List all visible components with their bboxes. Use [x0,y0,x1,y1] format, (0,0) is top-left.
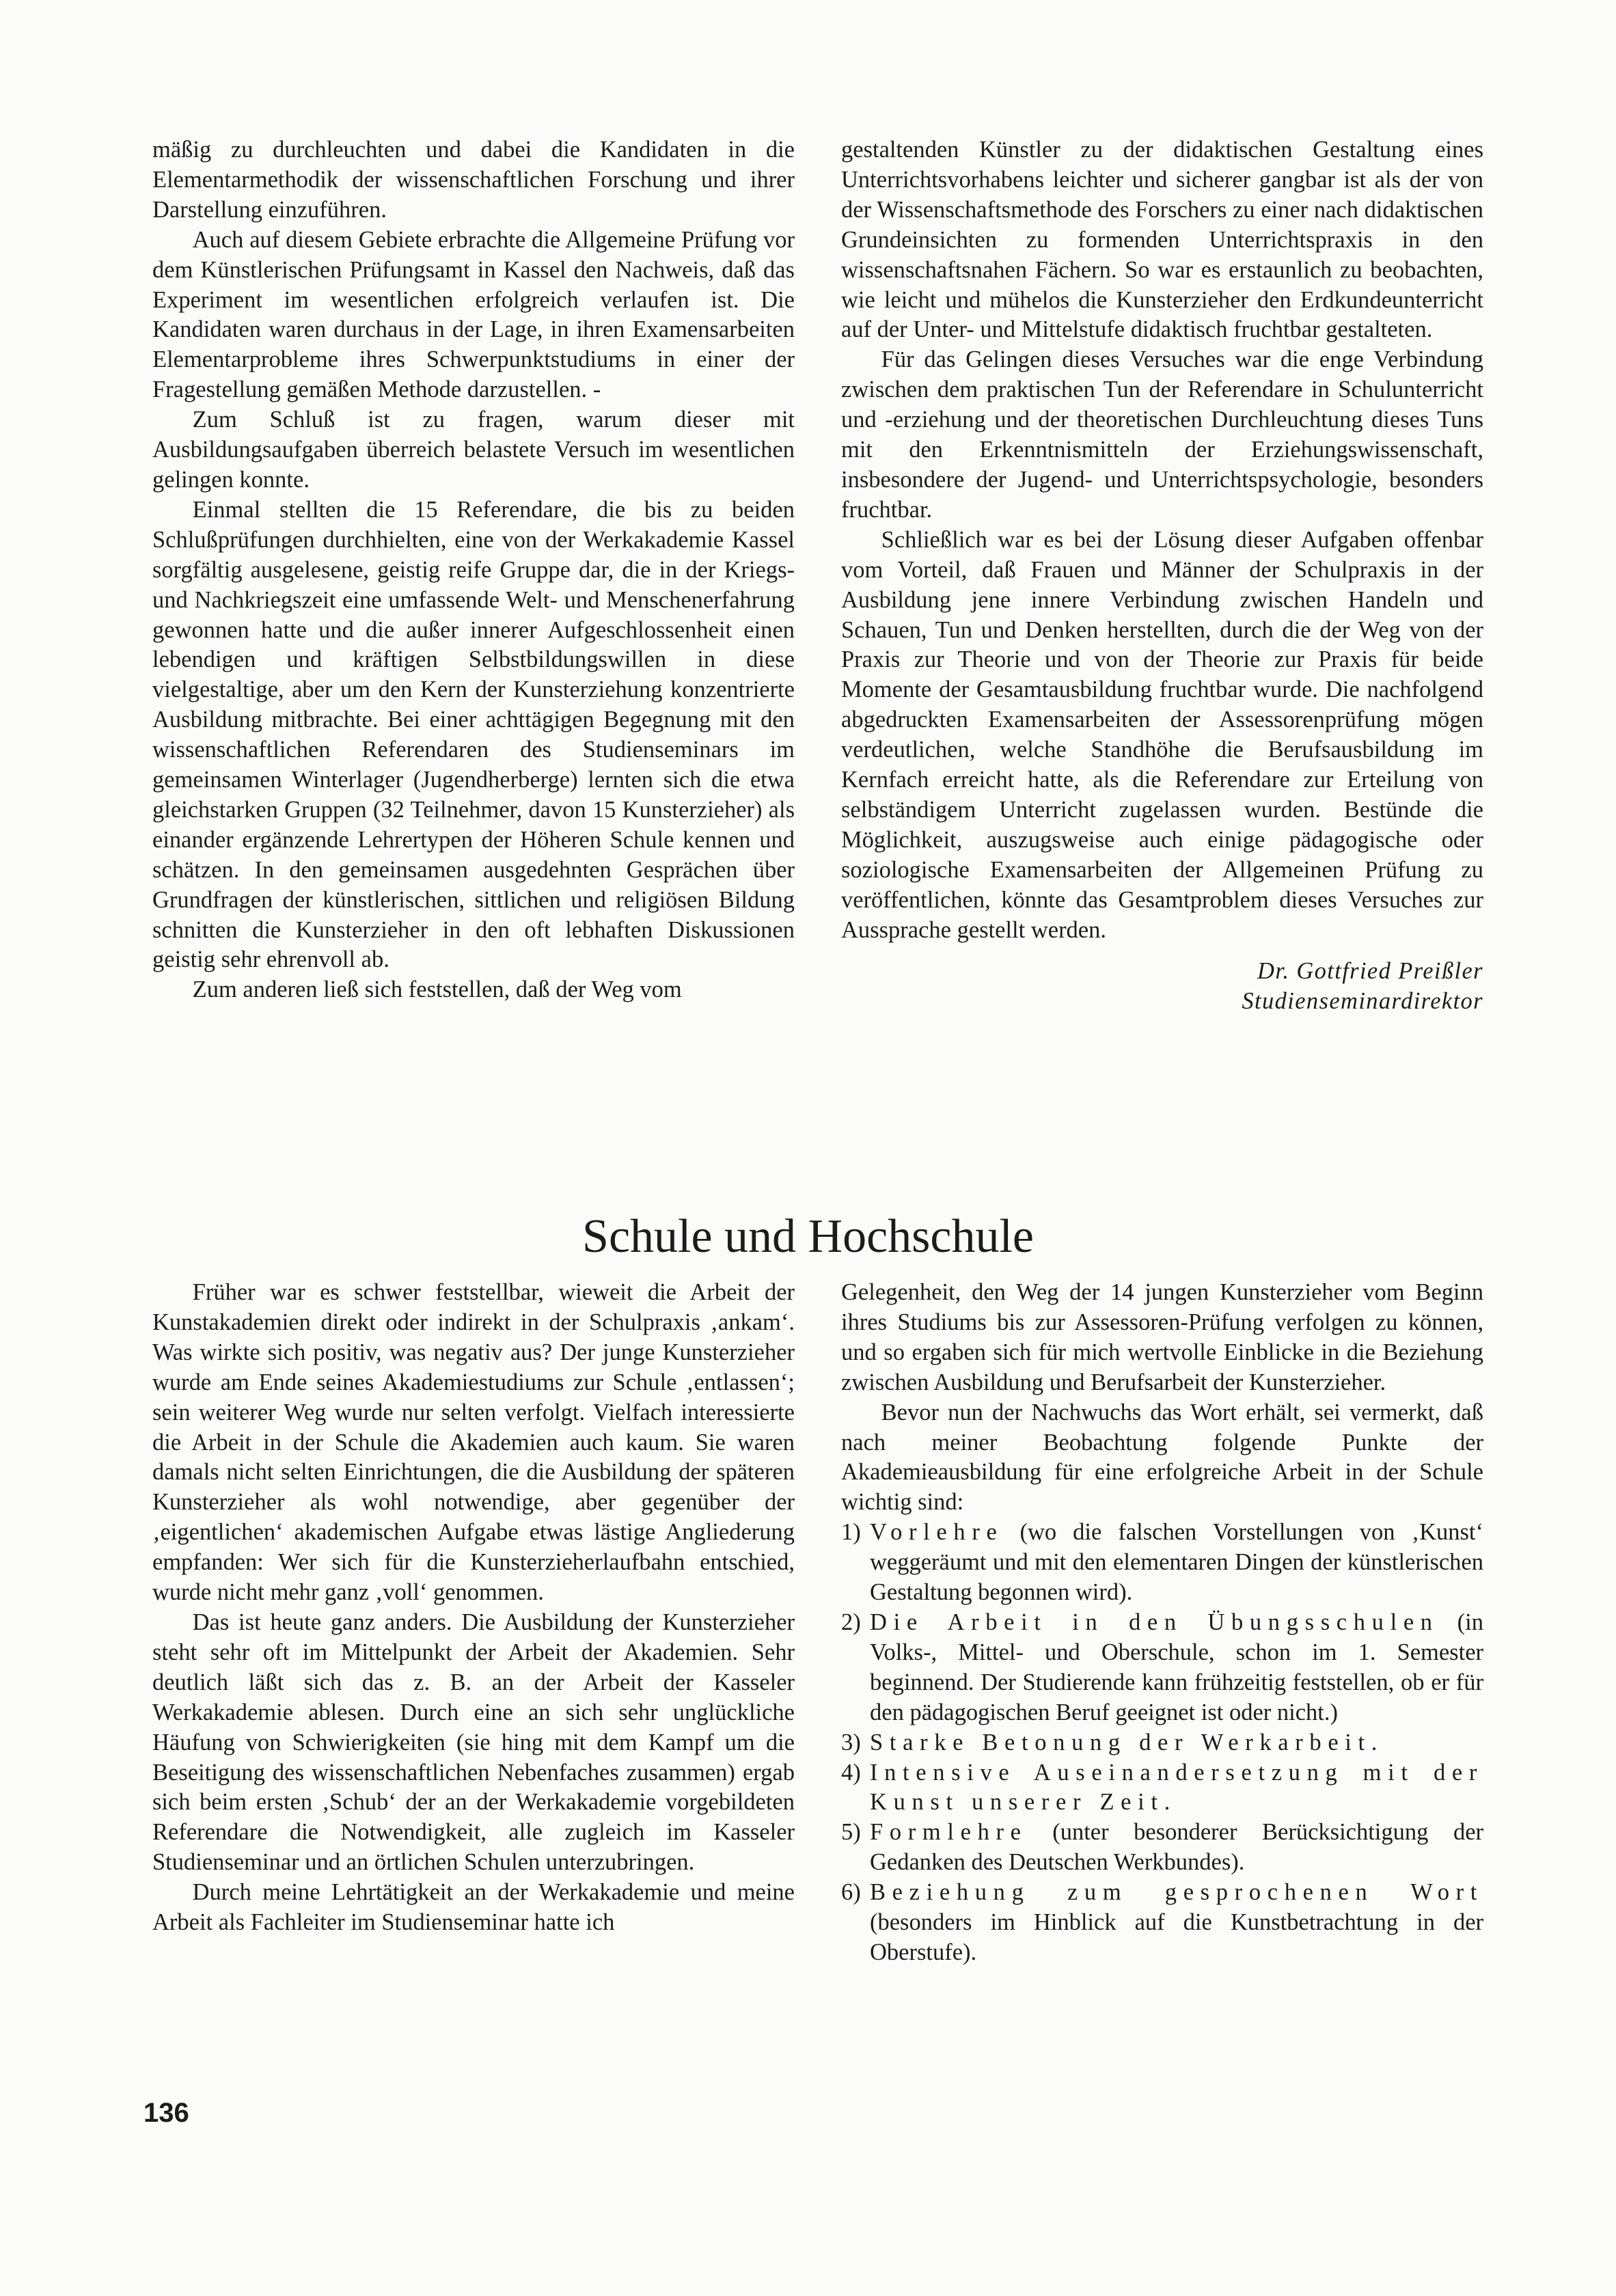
list-item: 4) Intensive Auseinandersetzung mit der Kunst unserer Zeit. [841,1759,1483,1816]
list-item: 2) Die Arbeit in den Übungsschulen (in Volks-, Mittel- und Oberschule, schon im 1. Semester beginnend. Der Studierende kann frühzeitig feststellen, ob er für den pädagogischen Beruf geeignet ist oder nicht.) [841,1609,1483,1725]
bottom-right-column [841,1278,1483,1968]
paragraph: Gelegenheit, den Weg der 14 jungen Kunsterzieher vom Beginn ihres Studiums bis zur Assessoren-Prüfung verfolgen zu können, und so ergaben sich für mich wertvolle Einblicke in die Beziehung zwischen Ausbildung und Berufsarbeit der Kunsterzieher. [841,1279,1483,1395]
paragraph: Durch meine Lehrtätigkeit an der Werkakademie und meine Arbeit als Fachleiter im Studienseminar hatte ich [152,1879,795,1936]
paragraph: Früher war es schwer feststellbar, wieweit die Arbeit der Kunstakademien direkt oder indirekt in der Schulpraxis ‚ankam‘. Was wirkte sich positiv, was negativ aus? Der junge Kunsterzieher wurde am Ende seines Akademiestudiums zur Schule ‚entlassen‘; sein weiterer Weg wurde nur selten verfolgt. Vielfach interessierte die Arbeit in der Schule die Akademien auch kaum. Sie waren damals nicht selten Einrichtungen, die die Ausbildung der späteren Kunsterzieher als wohl notwendige, aber gegenüber der ‚eigentlichen‘ akademischen Aufgabe etwas lästige Angliederung empfanden: Wer sich für die Kunsterzieherlaufbahn entschied, wurde nicht mehr ganz ‚voll‘ genommen. [152,1279,795,1606]
point-term: Die Arbeit in den Übungsschulen [870,1609,1439,1635]
author-title: Studienseminardirektor [1242,988,1483,1015]
author-signature [841,956,1483,1016]
paragraph: Einmal stellten die 15 Referendare, die bis zu beiden Schlußprüfungen durchhielten, eine von der Werkakademie Kassel sorgfältig ausgelesene, geistig reife Gruppe dar, die in der Kriegs- und Nachkriegszeit eine umfassende Welt- und Menschenerfahrung gewonnen hatte und die außer innerer Aufgeschlossenheit einen lebendigen und kräftigen Selbstbildungswillen in diese vielgestaltige, aber um den Kern der Kunsterziehung konzentrierte Ausbildung mitbrachte. Bei einer achttägigen Begegnung mit den wissenschaftlichen Referendaren des Studienseminars im gemeinsamen Winterlager (Jugendherberge) lernten sich die etwa gleichstarken Gruppen (32 Teilnehmer, davon 15 Kunsterzieher) als einander ergänzende Lehrertypen der Höheren Schule kennen und schätzen. In den gemeinsamen ausgedehnten Gesprächen über Grundfragen der künstlerischen, sittlichen und religiösen Bildung schnitten die Kunsterzieher in den oft lebhaften Diskussionen geistig sehr ehrenvoll ab. [152,496,795,973]
point-text: (besonders im Hinblick auf die Kunstbetrachtung in der Oberstufe). [870,1909,1483,1965]
top-right-column [841,135,1483,1016]
point-term: Formlehre [870,1819,1028,1846]
point-term: Intensive Auseinandersetzung mit der Kunst unserer Zeit. [870,1759,1483,1816]
paragraph: Schließlich war es bei der Lösung dieser Aufgaben offenbar vom Vorteil, daß Frauen und Männer der Schulpraxis in der Ausbildung jene innere Verbindung zwischen Handeln und Schauen, Tun und Denken herstellten, durch die der Weg von der Praxis zur Theorie und von der Theorie zur Praxis für beide Momente der Gesamtausbildung fruchtbar wurde. Die nachfolgend abgedruckten Examensarbeiten der Assessorenprüfung mögen verdeutlichen, welche Standhöhe die Berufsausbildung im Kernfach erreicht hatte, als die Referendare zur Erteilung von selbständigem Unterricht zugelassen wurden. Bestünde die Möglichkeit, auszugsweise auch einige pädagogische oder soziologische Examensarbeiten der Allgemeinen Prüfung zu veröffentlichen, könnte das Gesamtproblem dieses Versuches zur Aussprache gestellt werden. [841,526,1483,943]
point-term: Beziehung zum gesprochenen Wort [870,1879,1483,1906]
paragraph: Zum anderen ließ sich feststellen, daß der Weg vom [192,976,682,1003]
point-text: (unter besonderer Berücksichtigung der Gedanken des Deutschen Werkbundes). [870,1819,1483,1876]
bottom-left-column [152,1278,795,1938]
article-heading: Schule und Hochschule [582,1210,1034,1263]
points-list [841,1518,1483,1968]
list-item: 5) Formlehre (unter besonderer Berücksichtigung der Gedanken des Deutschen Werkbundes). [841,1819,1483,1876]
paragraph: Zum Schluß ist zu fragen, warum dieser mit Ausbildungsaufgaben überreich belastete Versuch im wesentlichen gelingen konnte. [152,407,795,493]
list-item: 3) Starke Betonung der Werkarbeit. [841,1729,1384,1755]
paragraph: Bevor nun der Nachwuchs das Wort erhält, sei vermerkt, daß nach meiner Beobachtung folgende Punkte der Akademieausbildung für eine erfolgreiche Arbeit in der Schule wichtig sind: [841,1399,1483,1516]
page-number: 136 [143,2098,189,2128]
point-text: (wo die falschen Vorstellungen von ‚Kunst‘ weggeräumt und mit den elementaren Dingen der künstlerischen Gestaltung begonnen wird). [870,1519,1483,1606]
top-left-column [152,135,795,1005]
paragraph: Das ist heute ganz anders. Die Ausbildung der Kunsterzieher steht sehr oft im Mittelpunkt der Arbeit der Akademien. Sehr deutlich läßt sich das z. B. an der Arbeit der Kasseler Werkakademie ablesen. Durch eine an sich sehr unglückliche Häufung von Schwierigkeiten (sie hing mit dem Kampf um die Beseitigung des wissenschaftlichen Nebenfaches zusammen) ergab sich beim ersten ‚Schub‘ der an der Werkakademie vorgebildeten Referendare die Notwendigkeit, alle zugleich im Kasseler Studienseminar und an örtlichen Schulen unterzubringen. [152,1609,795,1876]
author-name: Dr. Gottfried Preißler [1257,958,1483,985]
paragraph: Auch auf diesem Gebiete erbrachte die Allgemeine Prüfung vor dem Künstlerischen Prüfungsamt in Kassel den Nachweis, daß das Experiment im wesentlichen erfolgreich verlaufen ist. Die Kandidaten waren durchaus in der Lage, in ihren Examensarbeiten Elementarprobleme ihres Schwerpunktstudiums in einer der Fragestellung gemäßen Methode darzustellen. - [152,226,795,403]
point-text: (in Volks-, Mittel- und Oberschule, schon im 1. Semester beginnend. Der Studierende kann frühzeitig feststellen, ob er für den pädagogischen Beruf geeignet ist oder nicht.) [870,1609,1483,1725]
list-item: 6) Beziehung zum gesprochenen Wort (besonders im Hinblick auf die Kunstbetrachtung in der Oberstufe). [841,1879,1483,1965]
paragraph: Für das Gelingen dieses Versuches war die enge Verbindung zwischen dem praktischen Tun der Referendare in Schulunterricht und -erziehung und der theoretischen Durchleuchtung dieses Tuns mit den Erkenntnismitteln der Erziehungswissenschaft, insbesondere der Jugend- und Unterrichtspsychologie, besonders fruchtbar. [841,346,1483,523]
paragraph: mäßig zu durchleuchten und dabei die Kandidaten in die Elementarmethodik der wissenschaftlichen Forschung und ihrer Darstellung einzuführen. [152,137,795,223]
point-term: Vorlehre [870,1519,1004,1546]
list-item: 1) Vorlehre (wo die falschen Vorstellungen von ‚Kunst‘ weggeräumt und mit den elementaren Dingen der künstlerischen Gestaltung begonnen wird). [841,1519,1483,1606]
paragraph: gestaltenden Künstler zu der didaktischen Gestaltung eines Unterrichtsvorhabens leichter und sicherer gangbar ist als der von der Wissenschaftsmethode des Forschers zu einer nach didaktischen Grundeinsichten zu formenden Unterrichtspraxis in den wissenschaftsnahen Fächern. So war es erstaunlich zu beobachten, wie leicht und mühelos die Kunsterzieher den Erdkundeunterricht auf der Unter- und Mittelstufe didaktisch fruchtbar gestalteten. [841,137,1483,343]
point-term: Starke Betonung der Werkarbeit. [870,1729,1384,1755]
